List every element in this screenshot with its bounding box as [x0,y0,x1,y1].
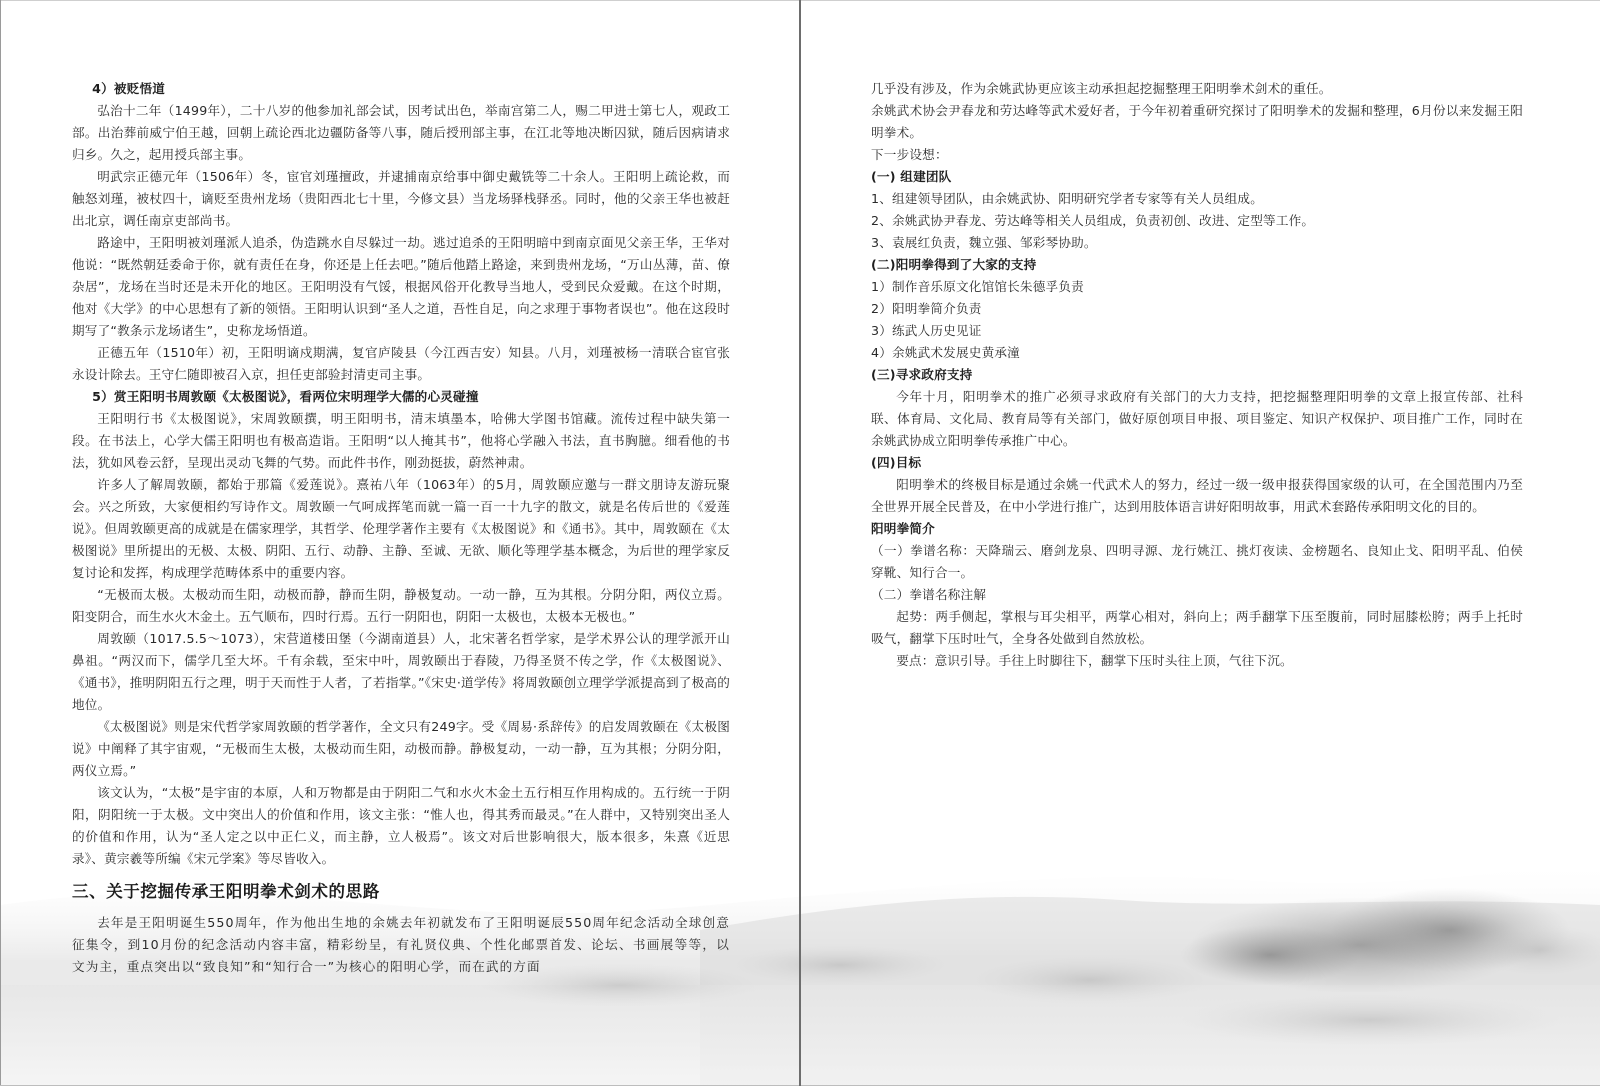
list-item: （一）拳谱名称：天降瑞云、磨剑龙泉、四明寻源、龙行姚江、挑灯夜读、金榜题名、良知止戈、阳明平乱、伯侯穿靴、知行合一。 [871,543,1523,580]
body-paragraph: 《太极图说》则是宋代哲学家周敦颐的哲学著作，全文只有249字。受《周易·系辞传》的启发周敦颐在《太极图说》中阐释了其宇宙观，“无极而生太极，太极动而生阳，动极而静。静极复动，一动一静，互为其根；分阴分阳，两仪立焉。” [72,719,730,778]
right-page-column [871,78,1523,672]
section-heading: (二)阳明拳得到了大家的支持 [871,257,1037,272]
chapter-title: 三、关于挖掘传承王阳明拳术剑术的思路 [72,882,380,901]
section-heading: (三)寻求政府支持 [871,367,973,382]
list-item: 几乎没有涉及，作为余姚武协更应该主动承担起挖掘整理王阳明拳术剑术的重任。 [871,81,1332,96]
body-paragraph: 周敦颐（1017.5.5～1073），宋营道楼田堡（今湖南道县）人，北宋著名哲学家，是学术界公认的理学派开山鼻祖。“两汉而下，儒学几至大坏。千有余载，至宋中叶，周敦颐出于舂陵，乃得圣贤不传之学，作《太极图说》、《通书》，推明阴阳五行之理，明于天而性于人者，了若指掌。”《宋史·道学传》将周敦颐创立理学学派提高到了极高的地位。 [72,631,730,712]
body-paragraph: 要点：意识引导。手往上时脚往下，翻掌下压时头往上顶，气往下沉。 [896,653,1293,668]
body-paragraph: 弘治十二年（1499年），二十八岁的他参加礼部会试，因考试出色，举南宫第二人，赐二甲进士第七人，观政工部。出治葬前威宁伯王越，回朝上疏论西北边疆防备等八事，随后授刑部主事，在江北等地决断囚狱，随后因病请求归乡。久之，起用授兵部主事。 [72,103,730,162]
body-paragraph: 今年十月，阳明拳术的推广必须寻求政府有关部门的大力支持，把挖掘整理阳明拳的文章上报宣传部、社科联、体育局、文化局、教育局等有关部门，做好原创项目申报、项目鉴定、知识产权保护、项目推广工作，同时在余姚武协成立阳明拳传承推广中心。 [871,389,1523,448]
left-page-column [72,78,730,978]
body-paragraph: 路途中，王阳明被刘瑾派人追杀，伪造跳水自尽躲过一劫。逃过追杀的王阳明暗中到南京面见父亲王华，王华对他说：“既然朝廷委命于你，就有责任在身，你还是上任去吧。”随后他踏上路途，来到贵州龙场，“万山丛薄，苗、僚杂居”，龙场在当时还是未开化的地区。王阳明没有气馁，根据风俗开化教导当地人，受到民众爱戴。在这个时期，他对《大学》的中心思想有了新的领悟。王阳明认识到“圣人之道，吾性自足，向之求理于事物者误也”。他在这段时期写了“教条示龙场诸生”，史称龙场悟道。 [72,235,730,338]
section-heading: 5）赏王阳明书周敦颐《太极图说》，看两位宋明理学大儒的心灵碰撞 [92,389,479,404]
body-paragraph: “无极而太极。太极动而生阳，动极而静，静而生阴，静极复动。一动一静，互为其根。分阴分阳，两仪立焉。阳变阴合，而生水火木金土。五气顺布，四时行焉。五行一阴阳也，阴阳一太极也，太极本无极也。” [72,587,730,624]
body-paragraph: 王阳明行书《太极图说》，宋周敦颐撰，明王阳明书，清末填墨本，哈佛大学图书馆藏。流传过程中缺失第一段。在书法上，心学大儒王阳明也有极高造诣。王阳明“以人掩其书”，他将心学融入书法，直书胸臆。细看他的书法，犹如风卷云舒，呈现出灵动飞舞的气势。而此件书作，刚劲挺拔，蔚然神肃。 [72,411,730,470]
list-item: 4）余姚武术发展史黄承潼 [871,345,1020,360]
list-item: （二）拳谱名称注解 [871,587,987,602]
list-item: 1）制作音乐原文化馆馆长朱德孚负责 [871,279,1084,294]
list-item: 下一步设想： [871,147,948,162]
book-gutter [799,0,801,1086]
list-item: 3）练武人历史见证 [871,323,982,338]
body-paragraph: 正德五年（1510年）初，王阳明谪戍期满，复官庐陵县（今江西吉安）知县。八月，刘瑾被杨一清联合宦官张永设计除去。王守仁随即被召入京，担任吏部验封清吏司主事。 [72,345,730,382]
section-heading: 阳明拳简介 [871,521,935,536]
body-paragraph: 明武宗正德元年（1506年）冬，宦官刘瑾擅政，并逮捕南京给事中御史戴铣等二十余人。王阳明上疏论救，而触怒刘瑾，被杖四十，谪贬至贵州龙场（贵阳西北七十里，今修文县）当龙场驿栈驿丞。同时，他的父亲王华也被赶出北京，调任南京吏部尚书。 [72,169,730,228]
body-paragraph: 阳明拳术的终极目标是通过余姚一代武术人的努力，经过一级一级申报获得国家级的认可，在全国范围内乃至全世界开展全民普及，在中小学进行推广，达到用肢体语言讲好阳明故事，用武术套路传承阳明文化的目的。 [871,477,1523,514]
body-paragraph: 起势：两手侧起，掌根与耳尖相平，两掌心相对，斜向上；两手翻掌下压至腹前，同时屈膝松胯；两手上托时吸气，翻掌下压时吐气，全身各处做到自然放松。 [871,609,1523,646]
page-left-edge [0,0,1,1086]
body-paragraph: 去年是王阳明诞生550周年，作为他出生地的余姚去年初就发布了王阳明诞辰550周年纪念活动全球创意征集令，到10月份的纪念活动内容丰富，精彩纷呈，有礼贤仪典、个性化邮票首发、论坛、书画展等等，以文为主，重点突出以“致良知”和“知行合一”为核心的阳明心学，而在武的方面 [72,915,730,974]
list-item: 3、袁展红负责，魏立强、邹彩琴协助。 [871,235,1097,250]
section-heading: 4）被贬悟道 [92,81,166,96]
list-item: 2）阳明拳简介负责 [871,301,982,316]
list-item: 2、余姚武协尹春龙、劳达峰等相关人员组成，负责初创、改进、定型等工作。 [871,213,1315,228]
section-heading: (四)目标 [871,455,922,470]
list-item: 余姚武术协会尹春龙和劳达峰等武术爱好者，于今年初着重研究探讨了阳明拳术的发掘和整理，6月份以来发掘王阳明拳术。 [871,103,1523,140]
body-paragraph: 该文认为，“太极”是宇宙的本原，人和万物都是由于阴阳二气和水火木金土五行相互作用构成的。五行统一于阴阳，阴阳统一于太极。文中突出人的价值和作用，该文主张：“惟人也，得其秀而最灵。”在人群中，又特别突出圣人的价值和作用，认为“圣人定之以中正仁义，而主静，立人极焉”。该文对后世影响很大，版本很多，朱熹《近思录》、黄宗羲等所编《宋元学案》等尽皆收入。 [72,785,730,866]
list-item: 1、组建领导团队，由余姚武协、阳明研究学者专家等有关人员组成。 [871,191,1264,206]
body-paragraph: 许多人了解周敦颐，都始于那篇《爱莲说》。熹祐八年（1063年）的5月，周敦颐应邀与一群文朋诗友游玩聚会。兴之所致，大家便相约写诗作文。周敦颐一气呵成挥笔而就一篇一百一十九字的散文，就是名传后世的《爱莲说》。但周敦颐更高的成就是在儒家理学，其哲学、伦理学著作主要有《太极图说》和《通书》。其中，周敦颐在《太极图说》里所提出的无极、太极、阴阳、五行、动静、主静、至诚、无欲、顺化等理学基本概念，为后世的理学家反复讨论和发挥，构成理学范畴体系中的重要内容。 [72,477,730,580]
section-heading: (一) 组建团队 [871,169,952,184]
